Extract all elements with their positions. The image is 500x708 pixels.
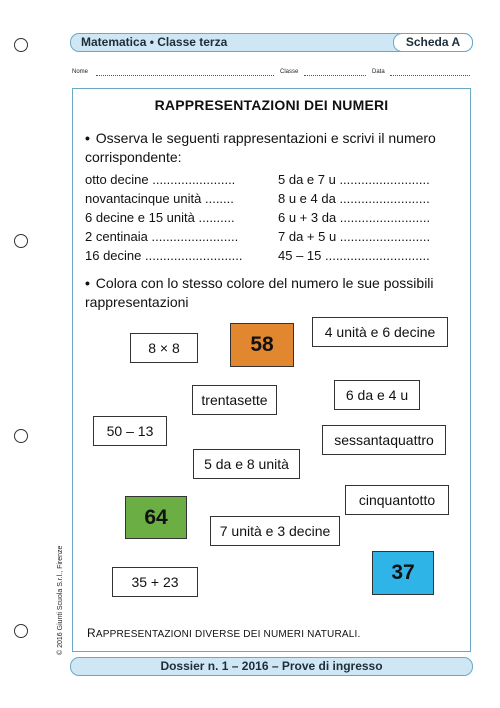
exercise-right-4[interactable]: 7 da + 5 u ......................... — [278, 229, 431, 244]
exercise-left-2[interactable]: novantacinque unità ........ — [85, 191, 234, 206]
exercise-right-5[interactable]: 45 – 15 ............................. — [278, 248, 430, 263]
binder-hole-upper — [14, 234, 28, 248]
instruction-2-text: Colora con lo stesso colore del numero le sue possibili rappresentazioni — [85, 275, 434, 310]
scheda-label: Scheda A — [393, 33, 473, 52]
caption-initial: R — [87, 626, 96, 640]
worksheet-box — [72, 88, 471, 652]
footer-bar: Dossier n. 1 – 2016 – Prove di ingresso — [70, 657, 473, 676]
binder-hole-top — [14, 38, 28, 52]
card-sessantaquattro[interactable]: sessantaquattro — [322, 425, 446, 455]
caption-text: APPRESENTAZIONI DIVERSE DEI NUMERI NATURALI. — [95, 629, 361, 640]
binder-hole-bottom — [14, 624, 28, 638]
exercise-left-5[interactable]: 16 decine ........................... — [85, 248, 243, 263]
header-bar — [70, 33, 473, 52]
card-50-13[interactable]: 50 – 13 — [93, 416, 167, 446]
nome-field[interactable] — [96, 75, 274, 76]
exercise-left-3[interactable]: 6 decine e 15 unità .......... — [85, 210, 235, 225]
card-cinquantotto[interactable]: cinquantotto — [345, 485, 449, 515]
card-35-23[interactable]: 35 + 23 — [112, 567, 198, 597]
classe-field[interactable] — [304, 75, 366, 76]
number-64[interactable]: 64 — [125, 496, 187, 539]
card-trentasette[interactable]: trentasette — [192, 385, 277, 415]
exercise-right-1[interactable]: 5 da e 7 u ......................... — [278, 172, 430, 187]
instruction-1-text: Osserva le seguenti rappresentazioni e scrivi il numero corrispondente: — [85, 130, 436, 165]
instruction-2 — [85, 274, 460, 312]
bullet-1: • — [85, 130, 90, 146]
header-title: Matematica • Classe terza — [81, 35, 228, 49]
bullet-2: • — [85, 275, 90, 291]
data-label: Data — [372, 69, 385, 75]
exercise-right-3[interactable]: 6 u + 3 da ......................... — [278, 210, 431, 225]
exercise-left-4[interactable]: 2 centinaia ........................ — [85, 229, 239, 244]
instruction-1 — [85, 129, 460, 167]
caption — [87, 626, 360, 640]
number-37[interactable]: 37 — [372, 551, 434, 595]
exercise-left-1[interactable]: otto decine ....................... — [85, 172, 236, 187]
student-fields — [72, 69, 472, 79]
binder-hole-lower — [14, 429, 28, 443]
card-6da-4u[interactable]: 6 da e 4 u — [334, 380, 420, 410]
card-7-unita-3-decine[interactable]: 7 unità e 3 decine — [210, 516, 340, 546]
card-5da-8-unita[interactable]: 5 da e 8 unità — [193, 449, 300, 479]
exercise-right-2[interactable]: 8 u e 4 da ......................... — [278, 191, 430, 206]
worksheet-title: RAPPRESENTAZIONI DEI NUMERI — [154, 97, 389, 113]
nome-label: Nome — [72, 69, 89, 75]
number-58[interactable]: 58 — [230, 323, 294, 367]
classe-label: Classe — [280, 69, 299, 75]
card-8x8[interactable]: 8 × 8 — [130, 333, 198, 363]
copyright-notice: © 2016 Giunti Scuola S.r.l., Firenze — [57, 545, 64, 655]
data-field[interactable] — [390, 75, 470, 76]
card-4-unita-6-decine[interactable]: 4 unità e 6 decine — [312, 317, 448, 347]
